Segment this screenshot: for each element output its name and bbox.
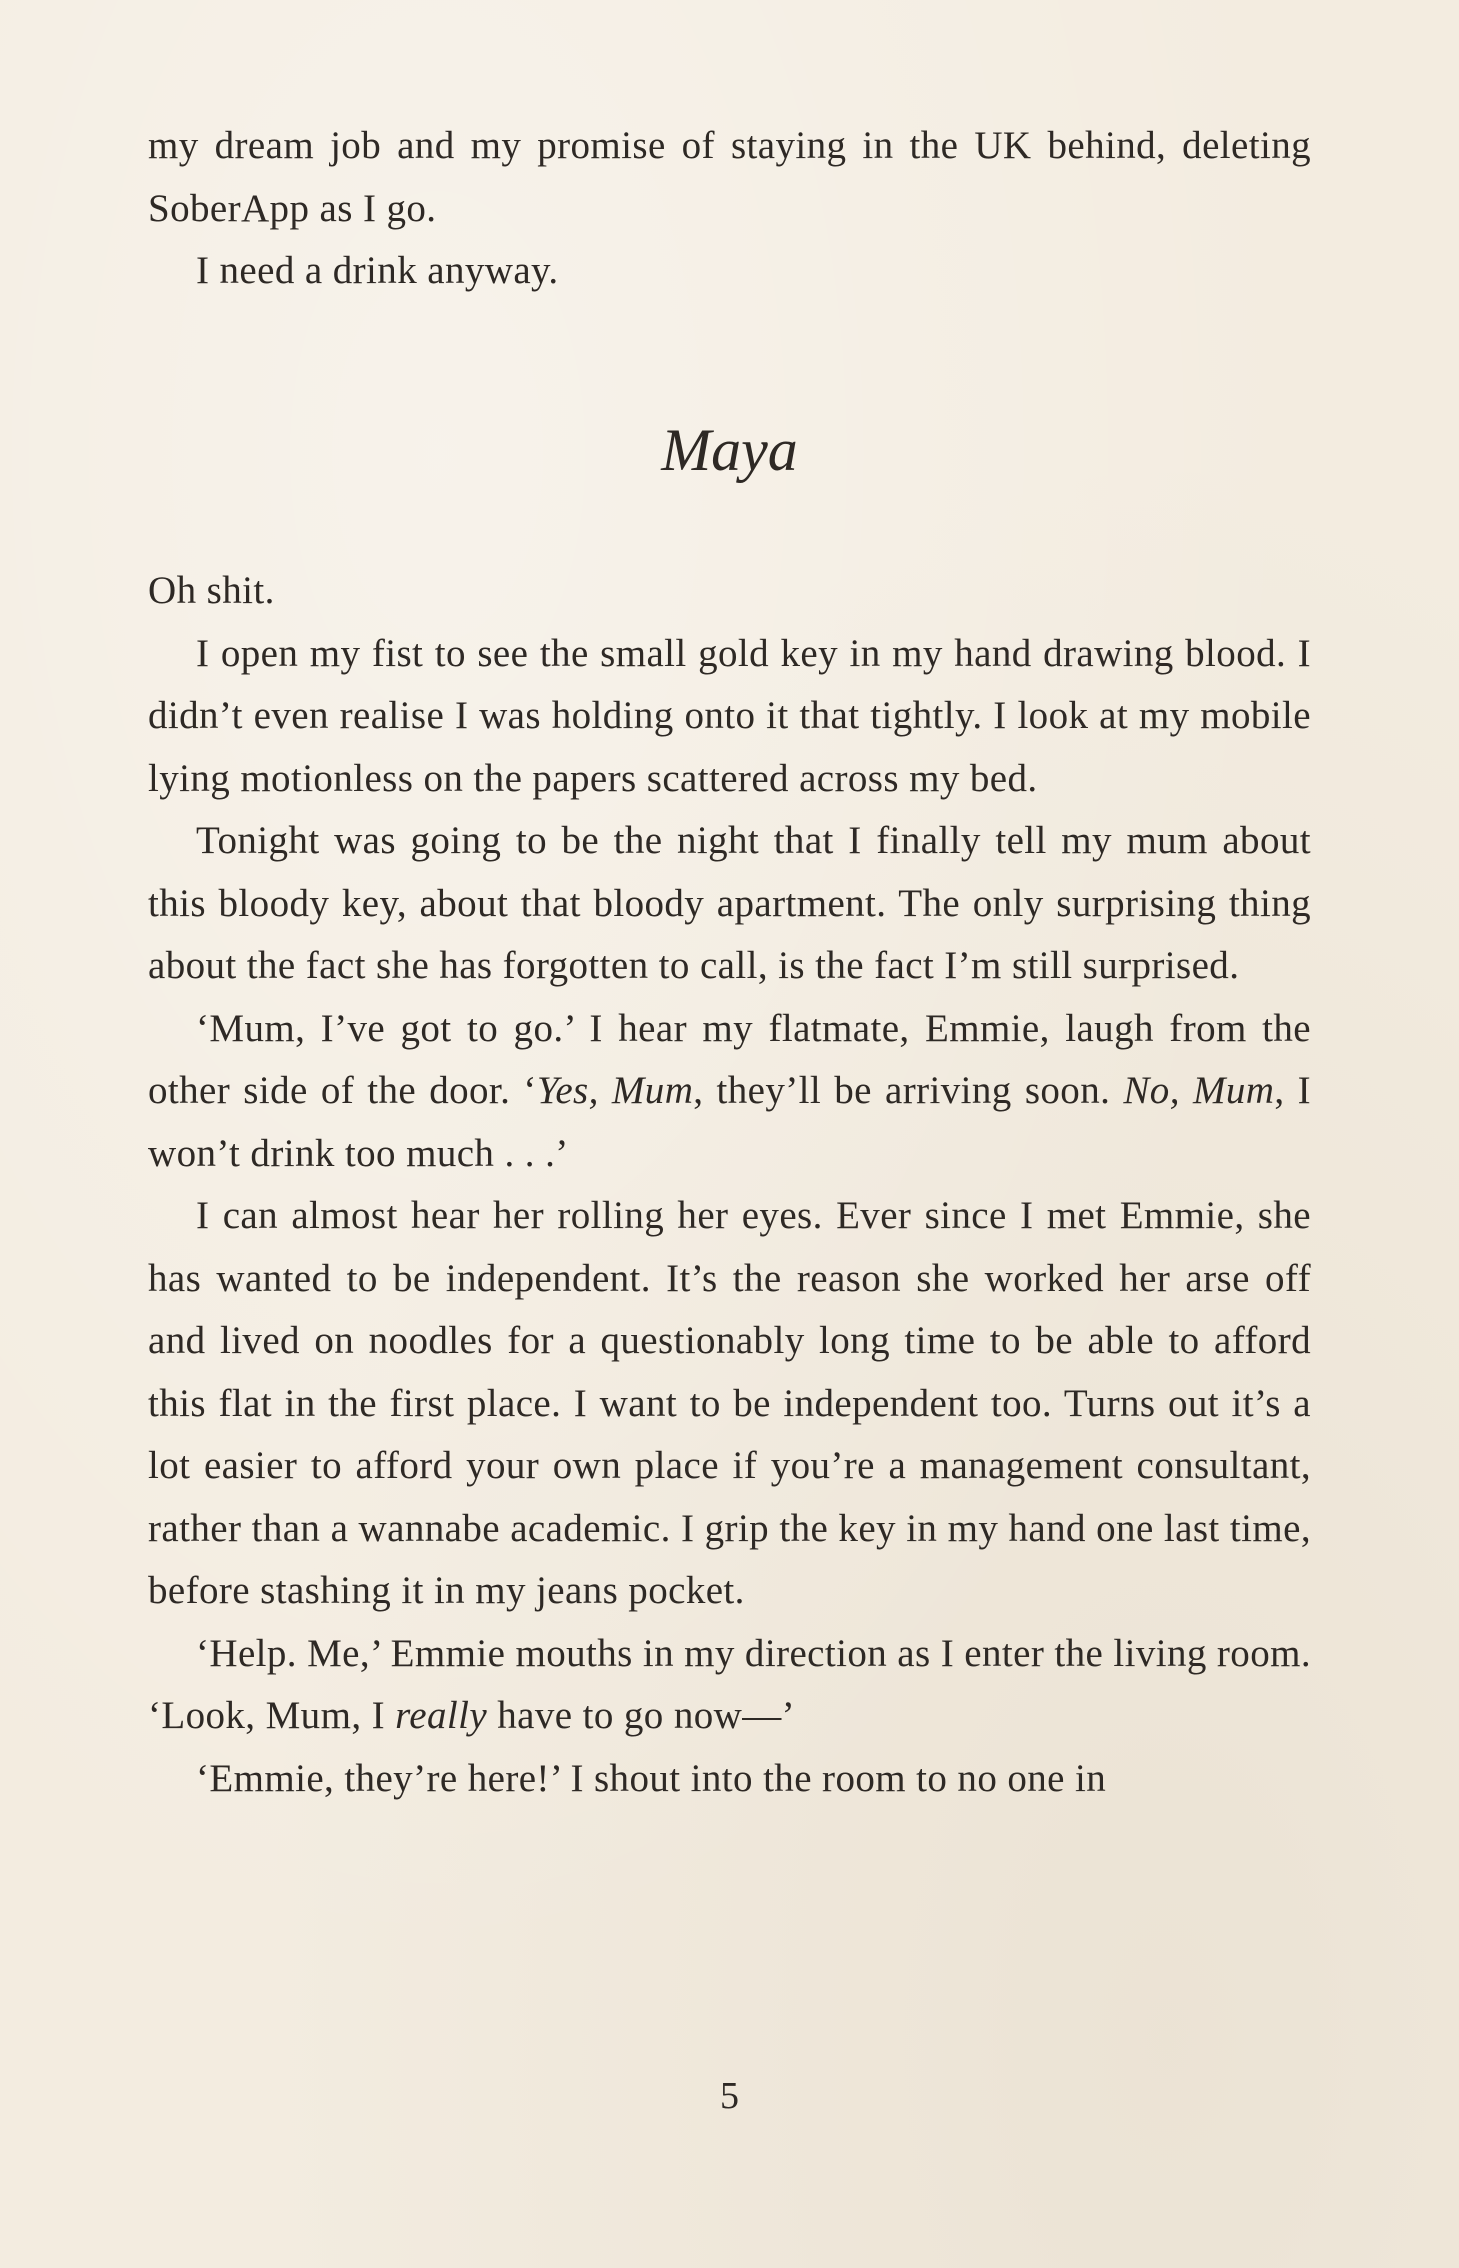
text-run: , they’ll be arriving soon. bbox=[693, 1069, 1124, 1112]
paragraph bbox=[148, 1623, 1311, 1748]
text-run: ‘Help. Me,’ Emmie mouths in my direction as I enter the living room. ‘Look, Mum, I bbox=[148, 1631, 1311, 1737]
page-number: 5 bbox=[720, 2075, 739, 2117]
chapter-body bbox=[148, 560, 1311, 1810]
text-run: have to go now—’ bbox=[487, 1694, 796, 1737]
continuation-text bbox=[148, 115, 1311, 303]
paragraph: ‘Emmie, they’re here!’ I shout into the room to no one in bbox=[196, 1756, 1107, 1800]
paragraph: I can almost hear her rolling her eyes. Ever since I met Emmie, she has wanted to be independent. It’s the reason she worked her arse off and lived on noodles for a questionably long time to be able to afford this flat in the first place. I want to be independent too. Turns out it’s a lot easier to afford your own place if you’re a management consultant, rather than a wannabe academic. I grip the key in my hand one last time, before stashing it in my jeans pocket. bbox=[148, 1194, 1311, 1612]
paragraph: Oh shit. bbox=[148, 569, 275, 612]
paragraph: Tonight was going to be the night that I finally tell my mum about this bloody key, about that bloody apartment. The only surprising thing about the fact she has forgotten to call, is the fact I’m still surprised. bbox=[148, 819, 1311, 987]
paragraph: I open my fist to see the small gold key in my hand drawing blood. I didn’t even realise I was holding onto it that tightly. I look at my mobile lying motionless on the papers scattered across my bed. bbox=[148, 631, 1311, 800]
text-run: , I won’t drink too much . . .’ bbox=[148, 1069, 1311, 1175]
chapter-title: Maya bbox=[661, 417, 798, 483]
italic-text: Yes, Mum bbox=[536, 1069, 694, 1112]
italic-text: No, Mum bbox=[1123, 1069, 1275, 1112]
paragraph bbox=[148, 998, 1311, 1186]
paragraph: my dream job and my promise of staying in the UK behind, deleting SoberApp as I go. bbox=[148, 124, 1311, 230]
italic-text: really bbox=[395, 1694, 488, 1737]
paragraph: I need a drink anyway. bbox=[196, 249, 559, 292]
text-run: ‘Mum, I’ve got to go.’ I hear my flatmate, Emmie, laugh from the other side of the door. ‘ bbox=[148, 1006, 1311, 1112]
